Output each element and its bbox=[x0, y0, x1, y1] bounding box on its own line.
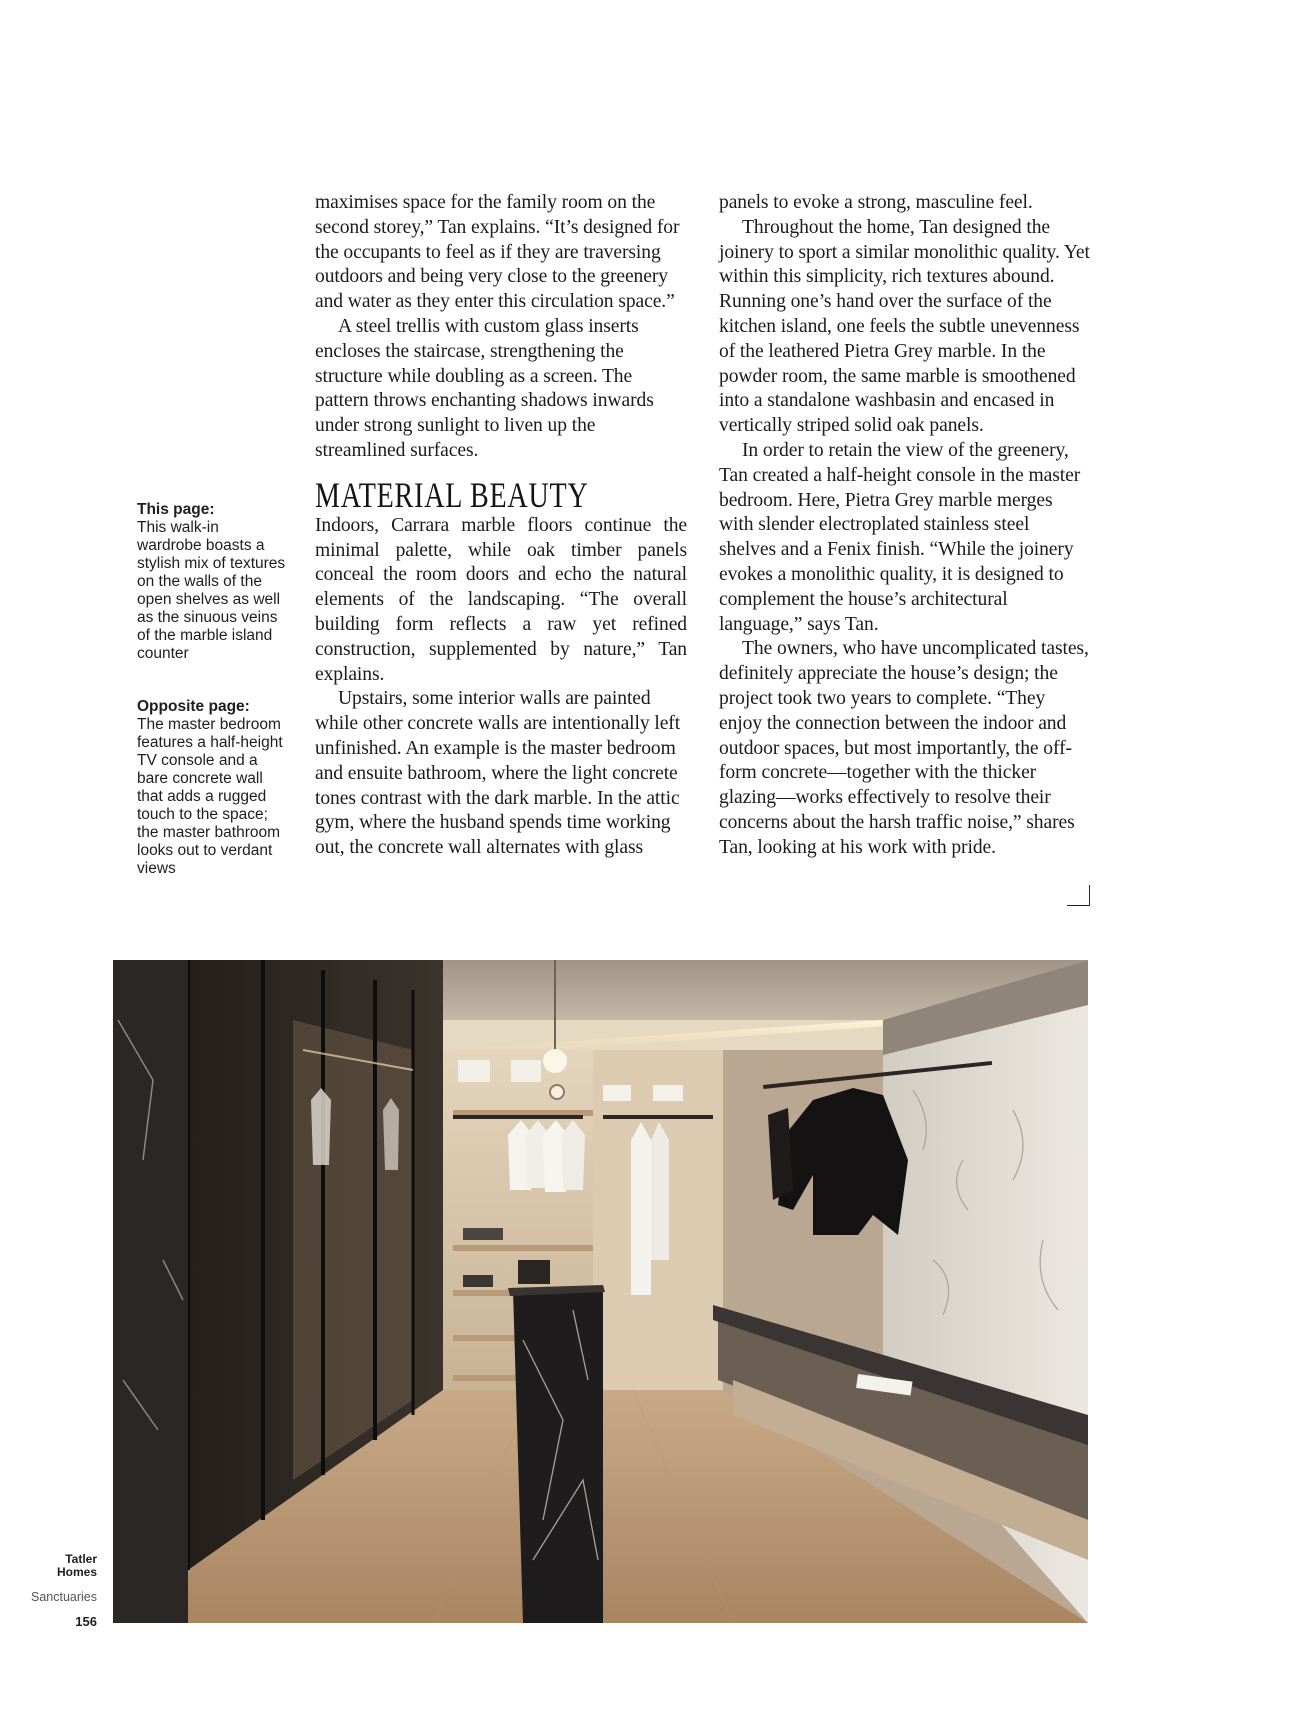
section-name: Sanctuaries bbox=[30, 1590, 97, 1604]
brand-line: Homes bbox=[56, 1565, 97, 1579]
wardrobe-interior-glow bbox=[293, 1020, 413, 1480]
body-paragraph: Throughout the home, Tan designed the joinery to sport a similar monolithic quality. Yet within this simplicity, rich textures abound. Running one’s hand over the surface of the kitchen island, one feels the subtle unevenness of the leathered Pietra Grey marble. In the powder room, the same marble is smoothened into a standalone washbasin and encased in vertically striped solid oak panels. bbox=[719, 216, 1090, 437]
wall-spot bbox=[550, 1085, 564, 1099]
leather-jacket bbox=[778, 1088, 908, 1235]
body-paragraph: A steel trellis with custom glass inserts encloses the staircase, strengthening the structure while doubling as a screen. The pattern throws enchanting shadows inwards under strong sunlight to liven up the streamlined surfaces. bbox=[315, 315, 654, 461]
body-paragraph: In order to retain the view of the greenery, Tan created a half-height console in the master bedroom. Here, Pietra Grey marble merges with slender electroplated stainless steel shelves and a Fenix finish. “While the joinery evokes a monolithic quality, it is designed to complement the house’s architectural language,” says Tan. bbox=[719, 439, 1081, 635]
storage-box bbox=[511, 1060, 541, 1082]
storage-box bbox=[603, 1085, 631, 1101]
caption-this-page bbox=[137, 501, 287, 663]
brand-line: Tatler bbox=[65, 1552, 97, 1566]
body-paragraph: Indoors, Carrara marble floors continue the minimal palette, while oak timber panels conceal the room doors and echo the natural elements of the landscaping. “The overall building form reflects a raw yet refined construction, supplemented by nature,” Tan explains. bbox=[315, 514, 687, 685]
caption-text: This walk-in wardrobe boasts a stylish mix of textures on the walls of the open shelves as well as the sinuous veins of the marble island counter bbox=[137, 519, 286, 662]
magazine-brand bbox=[20, 1553, 97, 1579]
shelf bbox=[453, 1245, 593, 1251]
white-shirt bbox=[651, 1122, 669, 1260]
pendant-globe bbox=[543, 1049, 567, 1073]
white-shirt bbox=[383, 1098, 399, 1170]
caption-opposite-page bbox=[137, 698, 287, 878]
wardrobe-photo bbox=[113, 960, 1088, 1623]
article-column-middle bbox=[315, 191, 687, 861]
caption-title: This page: bbox=[137, 501, 215, 518]
page-number: 156 bbox=[75, 1614, 97, 1629]
storage-box bbox=[458, 1060, 490, 1082]
folded-clothes bbox=[518, 1260, 550, 1284]
body-paragraph: The owners, who have uncomplicated tastes, definitely appreciate the house’s design; the project took two years to complete. “They enjoy the connection between the indoor and outdoor spaces, but most importantly, the off-form concrete—together with the thicker glazing—works effectively to resolve their concerns about the harsh traffic noise,” shares Tan, looking at his work with pride. bbox=[719, 638, 1089, 858]
article-column-right bbox=[719, 191, 1091, 861]
body-paragraph: maximises space for the family room on the second storey,” Tan explains. “It’s designed for the occupants to feel as if they are traversing outdoors and being very close to the greenery and water as they enter this circulation space.” bbox=[315, 192, 680, 313]
pendant-cord bbox=[554, 960, 556, 1050]
storage-box bbox=[653, 1085, 683, 1101]
marble-column bbox=[113, 960, 188, 1623]
body-paragraph: Upstairs, some interior walls are painted while other concrete walls are intentionally left unfinished. An example is the master bedroom and ensuite bathroom, where the light concrete tones contrast with the dark marble. In the attic gym, where the husband spends time working out, the concrete wall alternates with glass bbox=[315, 688, 681, 859]
hanging-rail bbox=[603, 1115, 713, 1119]
marble-island bbox=[513, 1288, 603, 1623]
hanging-rail bbox=[453, 1115, 583, 1119]
white-shirt bbox=[631, 1122, 651, 1295]
article-end-mark bbox=[1067, 885, 1090, 906]
white-shirt bbox=[311, 1088, 331, 1165]
folded-clothes bbox=[463, 1228, 503, 1240]
caption-title: Opposite page: bbox=[137, 698, 250, 715]
section-heading: MATERIAL BEAUTY bbox=[315, 474, 589, 515]
caption-text: The master bedroom features a half-height TV console and a bare concrete wall that adds a rugged touch to the space; the master bathroom looks out to verdant views bbox=[137, 716, 283, 877]
folded-clothes bbox=[463, 1275, 493, 1287]
body-paragraph: panels to evoke a strong, masculine feel. bbox=[719, 192, 1033, 213]
